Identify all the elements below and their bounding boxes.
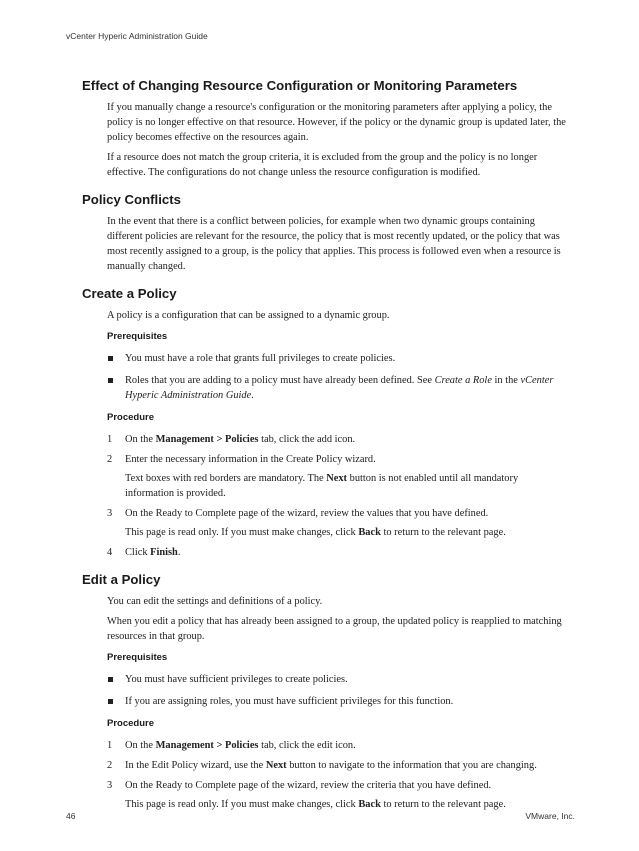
section-effect xyxy=(82,77,567,180)
section-body xyxy=(107,214,567,274)
paragraph: When you edit a policy that has already been assigned to a group, the updated policy is reapplied to matching resources in that group. xyxy=(107,616,562,642)
list-item: You must have a role that grants full privileges to create policies. xyxy=(107,351,567,366)
paragraph: If you manually change a resource's configuration or the monitoring parameters after applying a policy, the policy is no longer effective on that resource. However, if the policy or the dynamic group is updated later, the policy becomes effective on the resources again. xyxy=(107,102,566,143)
list-item: 1 On the Management > Policies tab, click the add icon. xyxy=(107,434,356,445)
list-item: 4 Click Finish. xyxy=(107,547,181,558)
list-item: 2 In the Edit Policy wizard, use the Next button to navigate to the information that you are changing. xyxy=(107,760,537,771)
prerequisites-label: Prerequisites xyxy=(107,331,168,342)
prerequisites-list xyxy=(107,351,567,403)
cross-reference-link[interactable]: Create a Role xyxy=(434,375,492,386)
page-number: 46 xyxy=(66,811,76,821)
step-number: 1 xyxy=(107,434,113,445)
page-content xyxy=(82,77,567,823)
step-detail: This page is read only. If you must make changes, click Back to return to the relevant page. xyxy=(125,527,506,538)
procedure-list xyxy=(107,432,567,560)
step-detail: Text boxes with red borders are mandatory. The Next button is not enabled until all mandatory information is provided. xyxy=(125,473,519,499)
step-number: 2 xyxy=(107,760,113,771)
section-body xyxy=(107,594,567,812)
heading-effect: Effect of Changing Resource Configuration or Monitoring Parameters xyxy=(82,78,518,93)
step-number: 2 xyxy=(107,454,113,465)
step-number: 4 xyxy=(107,547,113,558)
heading-conflicts: Policy Conflicts xyxy=(82,192,181,207)
paragraph: You can edit the settings and definitions of a policy. xyxy=(107,596,323,607)
list-item: If you are assigning roles, you must have sufficient privileges for this function. xyxy=(107,694,567,709)
list-item: You must have sufficient privileges to create policies. xyxy=(107,672,567,687)
footer-company: VMware, Inc. xyxy=(525,811,575,821)
section-body xyxy=(107,308,567,560)
list-item: 2 Enter the necessary information in the Create Policy wizard. Text boxes with red borders are mandatory. The Next button is not enabled until all mandatory information is provided. xyxy=(107,452,567,501)
paragraph: If a resource does not match the group criteria, it is excluded from the group and the policy is no longer effective. The configurations do not change unless the resource configuration is modified. xyxy=(107,152,538,178)
list-item: Roles that you are adding to a policy must have already been defined. See Create a Role in the vCenter Hyperic Administration Guide. xyxy=(107,373,567,403)
paragraph: In the event that there is a conflict between policies, for example when two dynamic groups containing different policies are relevant for the resource, the policy that is most recently updated, or the policy that was most recently assigned to a group, is the policy that applies. This process is followed even when a resource is manually changed. xyxy=(107,216,561,272)
procedure-label: Procedure xyxy=(107,412,154,423)
step-detail: This page is read only. If you must make changes, click Back to return to the relevant page. xyxy=(125,799,506,810)
list-item: 1 On the Management > Policies tab, click the edit icon. xyxy=(107,740,356,751)
paragraph: A policy is a configuration that can be assigned to a dynamic group. xyxy=(107,310,390,321)
heading-edit-policy: Edit a Policy xyxy=(82,572,161,587)
prerequisites-list xyxy=(107,672,567,709)
guide-title: vCenter Hyperic Administration Guide xyxy=(125,375,554,401)
section-edit-policy xyxy=(82,571,567,812)
step-number: 3 xyxy=(107,780,113,791)
procedure-list xyxy=(107,738,567,812)
procedure-label: Procedure xyxy=(107,718,154,729)
running-header: vCenter Hyperic Administration Guide xyxy=(66,31,208,41)
step-number: 3 xyxy=(107,508,113,519)
list-item: 3 On the Ready to Complete page of the wizard, review the criteria that you have defined. This page is read only. If you must make changes, click Back to return to the relevant page. xyxy=(107,778,567,812)
step-number: 1 xyxy=(107,740,113,751)
prerequisites-label: Prerequisites xyxy=(107,652,168,663)
heading-create-policy: Create a Policy xyxy=(82,286,177,301)
section-create-policy xyxy=(82,285,567,560)
section-body xyxy=(107,100,567,180)
section-conflicts xyxy=(82,191,567,274)
list-item: 3 On the Ready to Complete page of the wizard, review the values that you have defined. This page is read only. If you must make changes, click Back to return to the relevant page. xyxy=(107,506,567,540)
